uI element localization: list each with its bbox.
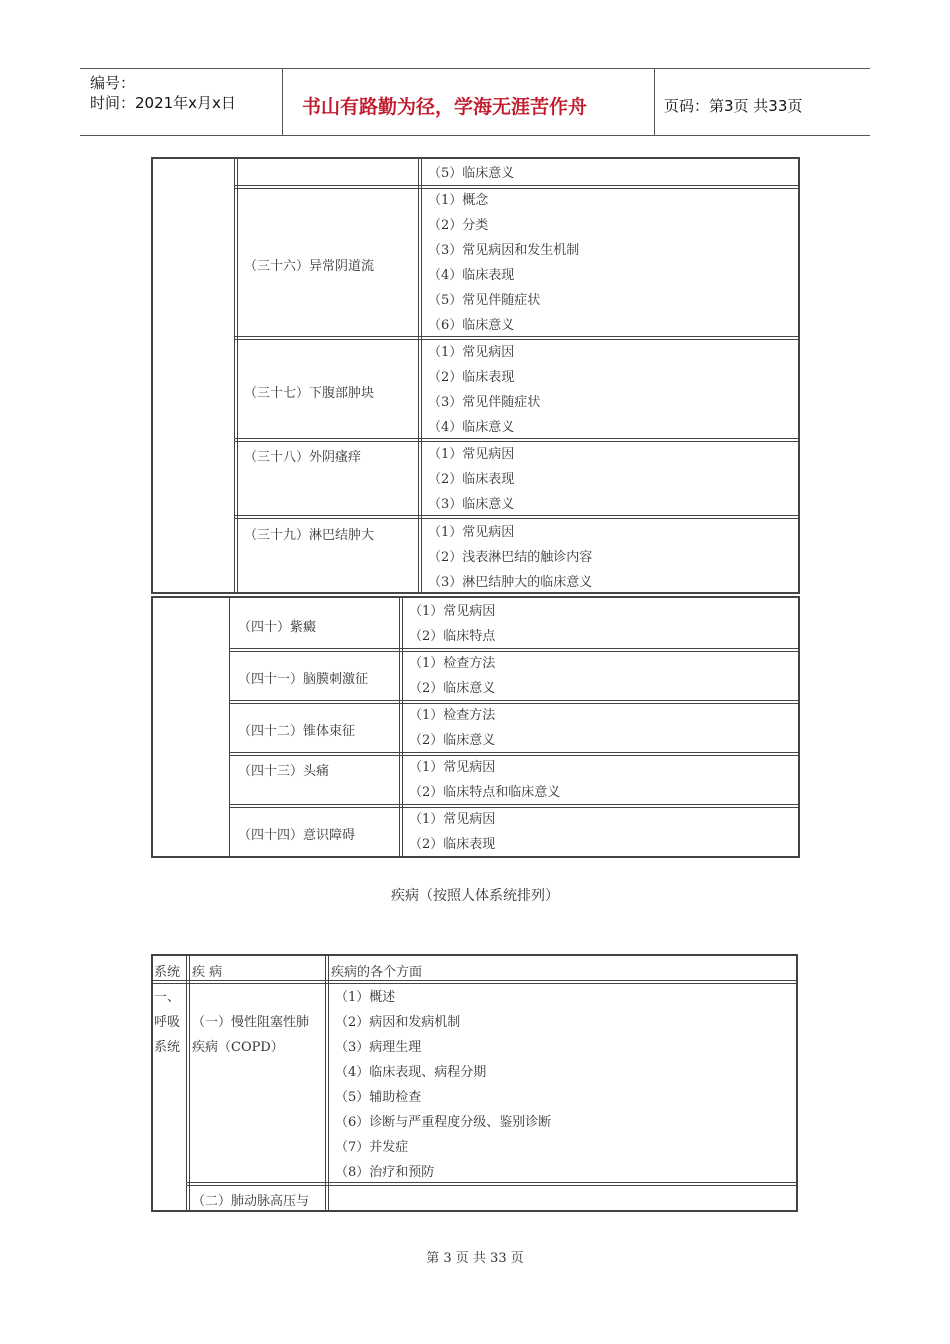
symptom-name: （四十四）意识障碍 — [238, 828, 356, 843]
page-footer: 第 3 页 共 33 页 — [426, 1251, 524, 1266]
column-header: 疾 病 — [192, 965, 223, 980]
list-item: （1）常见病因 （2）临床特点和临床意义 — [409, 760, 561, 800]
doc-number-label: 编号： — [90, 74, 136, 92]
list-item: （1）概述 （2）病因和发病机制 （3）病理生理 （4）临床表现、病程分期 （5）辅助检查 （6）诊断与严重程度分级、鉴别诊断 （7）并发症 （8）治疗和预防 — [335, 990, 552, 1180]
header-bottom-rule — [80, 135, 870, 136]
list-item: （5）临床意义 — [428, 166, 515, 181]
column-header: 系统 — [154, 965, 181, 980]
column-header: 疾病的各个方面 — [331, 965, 423, 980]
list-item: （1）检查方法 （2）临床意义 — [409, 656, 496, 696]
symptom-name: （四十三）头痛 — [238, 764, 330, 779]
list-item: （1）常见病因 （2）临床特点 — [409, 604, 496, 644]
symptom-name: （三十九）淋巴结肿大 — [244, 528, 375, 543]
symptom-name: （四十一）脑膜刺激征 — [238, 672, 369, 687]
symptom-name: （四十）紫癜 — [238, 620, 317, 635]
header-divider — [654, 68, 655, 136]
list-item: （1）检查方法 （2）临床意义 — [409, 708, 496, 748]
symptom-name: （三十六）异常阴道流 — [244, 259, 375, 274]
list-item: （1）常见病因 （2）浅表淋巴结的触诊内容 （3）淋巴结肿大的临床意义 — [428, 525, 593, 590]
disease-name: （二）肺动脉高压与 — [192, 1194, 310, 1209]
list-item: （1）概念 （2）分类 （3）常见病因和发生机制 （4）临床表现 （5）常见伴随症状 （6）临床意义 — [428, 193, 580, 333]
motto: 书山有路勤为径，学海无涯苦作舟 — [302, 96, 588, 118]
header-divider — [282, 68, 283, 136]
section-title: 疾病（按照人体系统排列） — [391, 888, 559, 904]
disease-name: （一）慢性阻塞性肺 疾病（COPD） — [192, 1015, 310, 1055]
header-top-rule — [80, 68, 870, 69]
doc-date: 时间：2021年x月x日 — [90, 94, 236, 112]
system-name: 一、 呼吸 系统 — [154, 990, 181, 1055]
symptom-name: （四十二）锥体束征 — [238, 724, 356, 739]
list-item: （1）常见病因 （2）临床表现 （3）临床意义 — [428, 447, 515, 512]
symptom-name: （三十七）下腹部肿块 — [244, 386, 375, 401]
symptom-name: （三十八）外阴瘙痒 — [244, 450, 362, 465]
list-item: （1）常见病因 （2）临床表现 — [409, 812, 496, 852]
page-info: 页码：第3页 共33页 — [664, 97, 803, 115]
list-item: （1）常见病因 （2）临床表现 （3）常见伴随症状 （4）临床意义 — [428, 345, 541, 435]
